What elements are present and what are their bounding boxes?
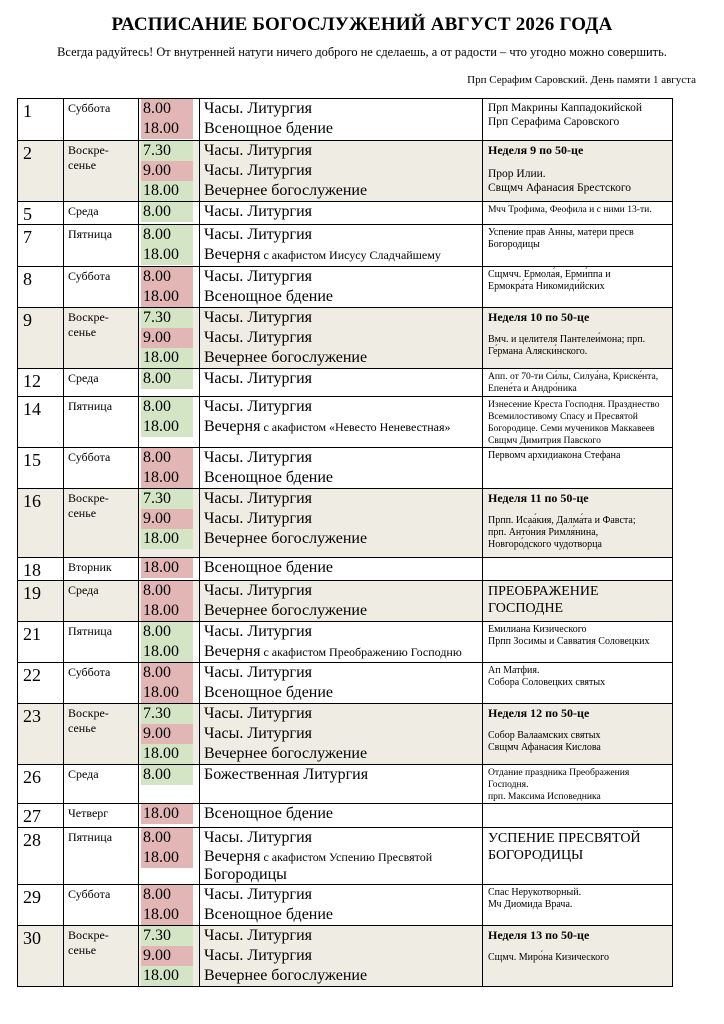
commemoration-text: Ге́рмана Аляски́нского. (488, 346, 588, 357)
service-name (204, 946, 482, 966)
times-cell (139, 581, 200, 622)
service-name (204, 663, 482, 683)
commemoration-text: Епене́та и Андро́ника (488, 383, 577, 394)
services-cell (200, 663, 483, 704)
commemoration-cell (483, 828, 673, 885)
commemoration-cell (483, 448, 673, 489)
commemoration-text: Успение прав Анны, матери пресв (488, 227, 634, 238)
times-cell (139, 663, 200, 704)
service-name (204, 245, 482, 265)
service-title: Часы. Литургия (204, 490, 313, 507)
commemoration-text: Неделя 11 по 50-це (488, 491, 589, 505)
day-number: 7 (18, 225, 64, 267)
commemoration-text: Неделя 12 по 50-це (488, 706, 590, 720)
commemoration-cell (483, 397, 673, 448)
times-cell (139, 804, 200, 828)
day-number: 23 (18, 704, 64, 765)
day-number: 8 (18, 267, 64, 308)
services-cell (200, 828, 483, 885)
service-title: Вечерня (204, 246, 261, 263)
commemoration-cell (483, 765, 673, 804)
service-title: Вечернее богослужение (204, 967, 368, 984)
commemoration-text: Первомч архидиакона Стефана (488, 450, 621, 461)
commemoration-text: УСПЕНИЕ ПРЕСВЯТОЙ (488, 831, 641, 846)
weekday: Пятница (64, 828, 139, 885)
service-title: Всенощное бдение (204, 805, 334, 822)
schedule-row (18, 622, 673, 663)
commemoration-text: Спас Нерукотворный. (488, 887, 582, 898)
day-number: 15 (18, 448, 64, 489)
service-time: 18.00 (141, 558, 193, 578)
services-cell (200, 99, 483, 141)
times-cell (139, 225, 200, 267)
commemoration-text: Отдание праздника Преображения Господня. (488, 767, 630, 790)
service-name (204, 509, 482, 529)
day-number: 22 (18, 663, 64, 704)
service-time: 8.00 (141, 885, 193, 905)
services-cell (200, 622, 483, 663)
weekday: Суббота (64, 885, 139, 926)
service-title: Вечернее богослужение (204, 745, 368, 762)
commemoration-cell (483, 369, 673, 397)
service-title: Часы. Литургия (204, 100, 313, 117)
times-cell (139, 397, 200, 448)
service-name (204, 141, 482, 161)
commemoration-cell (483, 581, 673, 622)
commemoration-text: прп. Анто́ния Римля́нина, (488, 527, 599, 538)
service-name (204, 926, 482, 946)
schedule-row (18, 141, 673, 202)
commemoration-text: Мчч Трофима, Феофила и с ними 13-ти. (488, 204, 652, 215)
day-number: 26 (18, 765, 64, 804)
service-name (204, 119, 482, 139)
commemoration-text: Сщмчч. Ермола́я, Ерми́ппа и (488, 269, 611, 280)
service-title: Часы. Литургия (204, 203, 313, 220)
commemoration-text: Прп Макрины Каппадокийской (488, 102, 643, 114)
day-number: 21 (18, 622, 64, 663)
service-name (204, 601, 482, 621)
weekday: Вторник (64, 558, 139, 581)
times-cell (139, 558, 200, 581)
day-number: 2 (18, 141, 64, 202)
commemoration-cell (483, 804, 673, 828)
service-name (204, 683, 482, 703)
commemoration-text: Вмч. и целителя Пантелеи́мона; прп. (488, 334, 646, 345)
service-time: 18.00 (141, 468, 193, 488)
services-cell (200, 926, 483, 987)
weekday: Среда (64, 765, 139, 804)
commemoration-text: Богородицы (488, 239, 540, 250)
services-cell (200, 225, 483, 267)
schedule-row (18, 267, 673, 308)
commemoration-text: Свщмч Димитрия Павского (488, 435, 601, 446)
times-cell (139, 489, 200, 558)
service-name (204, 369, 482, 389)
service-name (204, 724, 482, 744)
service-name (204, 905, 482, 925)
weekday: Пятница (64, 225, 139, 267)
commemoration-cell (483, 704, 673, 765)
service-time: 8.00 (141, 397, 193, 417)
service-time: 18.00 (141, 417, 193, 437)
weekday: Среда (64, 369, 139, 397)
service-time: 18.00 (141, 245, 193, 265)
service-title: Часы. Литургия (204, 927, 313, 944)
service-name (204, 99, 482, 119)
commemoration-text: Собор Валаамских святых (488, 730, 601, 741)
schedule-row (18, 99, 673, 141)
services-cell (200, 308, 483, 369)
schedule-row (18, 828, 673, 885)
service-name (204, 744, 482, 764)
service-time: 18.00 (141, 601, 193, 621)
service-name (204, 267, 482, 287)
commemoration-text: Прпп Зосимы и Савватия Соловецких (488, 636, 650, 647)
note-spacer (488, 505, 669, 515)
commemoration-text: ПРЕОБРАЖЕНИЕ (488, 584, 599, 599)
commemoration-text: Прор Илии. (488, 168, 546, 180)
service-title: Всенощное бдение (204, 559, 334, 576)
commemoration-cell (483, 885, 673, 926)
weekday: Суббота (64, 448, 139, 489)
page-title: РАСПИСАНИЕ БОГОСЛУЖЕНИЙ АВГУСТ 2026 ГОДА (111, 14, 613, 35)
service-time: 9.00 (141, 161, 193, 181)
service-title: Часы. Литургия (204, 370, 313, 387)
service-time: 9.00 (141, 724, 193, 744)
service-name (204, 287, 482, 307)
schedule-table (17, 98, 673, 987)
service-time: 8.00 (141, 448, 193, 468)
service-title: Божественная Литургия (204, 766, 369, 783)
weekday: Суббота (64, 99, 139, 141)
service-title: Всенощное бдение (204, 288, 334, 305)
service-name (204, 328, 482, 348)
services-cell (200, 765, 483, 804)
service-time: 18.00 (141, 348, 193, 368)
service-title: Часы. Литургия (204, 226, 313, 243)
service-time: 8.00 (141, 99, 193, 119)
commemoration-text: Апп. от 70-ти Си́лы, Силуа́на, Криске́нта, (488, 371, 659, 382)
services-cell (200, 202, 483, 225)
service-detail: с акафистом Иисусу Сладчайшему (260, 248, 441, 262)
day-number: 28 (18, 828, 64, 885)
commemoration-text: Неделя 13 по 50-це (488, 928, 590, 942)
service-time: 18.00 (141, 287, 193, 307)
service-time: 18.00 (141, 966, 193, 986)
service-time: 7.30 (141, 926, 193, 946)
weekday: Воскре- сенье (64, 141, 139, 202)
service-time: 8.00 (141, 581, 193, 601)
service-time: 8.00 (141, 369, 193, 389)
service-name (204, 558, 482, 578)
schedule-row (18, 202, 673, 225)
commemoration-text: Свщмч Афанасия Кислова (488, 742, 601, 753)
commemoration-text: Неделя 9 по 50-це (488, 143, 584, 157)
service-time: 8.00 (141, 828, 193, 848)
service-time: 7.30 (141, 141, 193, 161)
epigraph-quote: Всегда радуйтесь! От внутренней натуги ничего доброго не сделаешь, а от радости – что угодно можно совершить. (57, 45, 667, 59)
service-name (204, 348, 482, 368)
commemoration-text: Всемилостивому Спасу и Пресвятой (488, 411, 638, 422)
service-time: 18.00 (141, 181, 193, 201)
services-cell (200, 397, 483, 448)
service-title: Вечерня (204, 418, 261, 435)
services-cell (200, 581, 483, 622)
commemoration-cell (483, 202, 673, 225)
note-spacer (488, 720, 669, 730)
commemoration-cell (483, 141, 673, 202)
times-cell (139, 99, 200, 141)
service-title: Часы. Литургия (204, 664, 313, 681)
commemoration-text: Богородице. Семи мучеников Маккавеев (488, 423, 655, 434)
service-name (204, 202, 482, 222)
services-cell (200, 489, 483, 558)
weekday: Воскре- сенье (64, 489, 139, 558)
day-number: 14 (18, 397, 64, 448)
commemoration-cell (483, 267, 673, 308)
commemoration-text: ГОСПОДНЕ (488, 601, 564, 616)
service-time: 7.30 (141, 704, 193, 724)
service-name (204, 417, 482, 437)
commemoration-cell (483, 489, 673, 558)
times-cell (139, 141, 200, 202)
services-cell (200, 885, 483, 926)
commemoration-text: Новгоро́дского чудотворца (488, 539, 602, 550)
service-detail: с акафистом Успению Пресвятой (260, 850, 433, 864)
service-title: Часы. Литургия (204, 623, 313, 640)
weekday: Пятница (64, 397, 139, 448)
service-title: Вечерня (204, 643, 261, 660)
weekday: Среда (64, 581, 139, 622)
service-name (204, 704, 482, 724)
services-cell (200, 267, 483, 308)
times-cell (139, 704, 200, 765)
day-number: 5 (18, 202, 64, 225)
services-cell (200, 804, 483, 828)
commemoration-text: Свщмч Афанасия Брестского (488, 182, 632, 194)
service-title: Вечернее богослужение (204, 602, 368, 619)
day-number: 18 (18, 558, 64, 581)
service-name (204, 885, 482, 905)
service-title: Часы. Литургия (204, 582, 313, 599)
service-title: Всенощное бдение (204, 469, 334, 486)
service-time: 7.30 (141, 308, 193, 328)
times-cell (139, 308, 200, 369)
service-time: 18.00 (141, 683, 193, 703)
commemoration-cell (483, 99, 673, 141)
service-time: 18.00 (141, 744, 193, 764)
weekday: Воскре- сенье (64, 926, 139, 987)
service-name (204, 397, 482, 417)
service-name (204, 468, 482, 488)
service-title: Часы. Литургия (204, 329, 313, 346)
commemoration-text: Прп Серафима Саровского (488, 116, 620, 128)
services-cell (200, 141, 483, 202)
day-number: 1 (18, 99, 64, 141)
services-cell (200, 704, 483, 765)
service-time: 9.00 (141, 946, 193, 966)
day-number: 9 (18, 308, 64, 369)
service-title: Часы. Литургия (204, 268, 313, 285)
times-cell (139, 828, 200, 885)
note-spacer (488, 324, 669, 334)
service-title: Вечернее богослужение (204, 530, 368, 547)
service-name (204, 225, 482, 245)
schedule-row (18, 926, 673, 987)
times-cell (139, 622, 200, 663)
schedule-row (18, 397, 673, 448)
service-name (204, 642, 482, 662)
weekday: Суббота (64, 267, 139, 308)
service-time: 8.00 (141, 267, 193, 287)
service-time: 9.00 (141, 328, 193, 348)
schedule-row (18, 704, 673, 765)
service-time: 18.00 (141, 848, 193, 868)
service-name (204, 529, 482, 549)
commemoration-text: БОГОРОДИЦЫ (488, 848, 584, 863)
commemoration-text: Неделя 10 по 50-це (488, 310, 590, 324)
day-number: 30 (18, 926, 64, 987)
service-time: 7.30 (141, 489, 193, 509)
schedule-row (18, 581, 673, 622)
service-name (204, 181, 482, 201)
times-cell (139, 885, 200, 926)
schedule-row (18, 558, 673, 581)
service-time: 8.00 (141, 622, 193, 642)
service-detail: с акафистом «Невесто Неневестная» (260, 420, 451, 434)
commemoration-text: Мч Диомида Врача. (488, 899, 573, 910)
service-time: 8.00 (141, 663, 193, 683)
service-name (204, 804, 482, 824)
schedule-row (18, 308, 673, 369)
services-cell (200, 448, 483, 489)
service-name (204, 489, 482, 509)
service-name (204, 765, 482, 785)
service-title: Вечернее богослужение (204, 349, 368, 366)
commemoration-cell (483, 926, 673, 987)
service-time: 8.00 (141, 765, 193, 785)
commemoration-text: Ап Матфия. (488, 665, 540, 676)
times-cell (139, 267, 200, 308)
day-number: 16 (18, 489, 64, 558)
note-spacer (488, 157, 669, 167)
weekday: Воскре- сенье (64, 704, 139, 765)
weekday: Среда (64, 202, 139, 225)
service-title: Часы. Литургия (204, 510, 313, 527)
commemoration-cell (483, 308, 673, 369)
schedule-row (18, 663, 673, 704)
service-title: Часы. Литургия (204, 725, 313, 742)
schedule-row (18, 489, 673, 558)
weekday: Четверг (64, 804, 139, 828)
service-title: Часы. Литургия (204, 309, 313, 326)
service-title: Всенощное бдение (204, 906, 334, 923)
commemoration-text: Собора Соловецких святых (488, 677, 606, 688)
day-number: 19 (18, 581, 64, 622)
service-title: Вечернее богослужение (204, 182, 368, 199)
service-name (204, 848, 482, 883)
schedule-row (18, 804, 673, 828)
commemoration-cell (483, 225, 673, 267)
commemoration-text: Емилиана Кизического (488, 624, 587, 635)
service-title: Всенощное бдение (204, 684, 334, 701)
schedule-row (18, 765, 673, 804)
commemoration-text: прп. Максима Исповедника (488, 791, 601, 802)
service-name (204, 828, 482, 848)
day-number: 29 (18, 885, 64, 926)
service-time: 9.00 (141, 509, 193, 529)
service-title: Часы. Литургия (204, 449, 313, 466)
service-title: Часы. Литургия (204, 398, 313, 415)
service-name (204, 448, 482, 468)
service-title: Часы. Литургия (204, 142, 313, 159)
service-time: 18.00 (141, 529, 193, 549)
schedule-row (18, 225, 673, 267)
service-title: Часы. Литургия (204, 947, 313, 964)
service-name (204, 161, 482, 181)
service-time: 18.00 (141, 905, 193, 925)
service-time: 18.00 (141, 804, 193, 824)
commemoration-cell (483, 622, 673, 663)
service-time: 8.00 (141, 202, 193, 222)
service-title: Вечерня (204, 848, 261, 865)
service-name (204, 622, 482, 642)
service-name (204, 308, 482, 328)
service-detail-wrap: Богородицы (204, 866, 287, 883)
commemoration-text: Сщмч. Миро́на Кизического (488, 952, 609, 963)
services-cell (200, 369, 483, 397)
note-spacer (488, 942, 669, 952)
times-cell (139, 765, 200, 804)
weekday: Воскре- сенье (64, 308, 139, 369)
epigraph-author: Прп Серафим Саровский. День памяти 1 августа (467, 74, 696, 86)
service-name (204, 966, 482, 986)
service-name (204, 581, 482, 601)
schedule-body (18, 99, 673, 987)
day-number: 27 (18, 804, 64, 828)
service-title: Всенощное бдение (204, 120, 334, 137)
commemoration-text: Прпп. Исаа́кия, Далма́та и Фавста; (488, 515, 636, 526)
commemoration-cell (483, 558, 673, 581)
day-number: 12 (18, 369, 64, 397)
times-cell (139, 448, 200, 489)
service-title: Часы. Литургия (204, 162, 313, 179)
times-cell (139, 369, 200, 397)
commemoration-cell (483, 663, 673, 704)
weekday: Пятница (64, 622, 139, 663)
commemoration-text: Ермокра́та Никомиди́йских (488, 281, 605, 292)
schedule-row (18, 885, 673, 926)
weekday: Суббота (64, 663, 139, 704)
service-time: 18.00 (141, 119, 193, 139)
service-time: 8.00 (141, 225, 193, 245)
service-title: Часы. Литургия (204, 886, 313, 903)
service-title: Часы. Литургия (204, 829, 313, 846)
times-cell (139, 202, 200, 225)
services-cell (200, 558, 483, 581)
commemoration-text: Изнесение Креста Господня. Празднество (488, 399, 660, 410)
schedule-row (18, 448, 673, 489)
service-time: 18.00 (141, 642, 193, 662)
schedule-row (18, 369, 673, 397)
service-title: Часы. Литургия (204, 705, 313, 722)
service-detail: с акафистом Преображению Господню (260, 645, 462, 659)
times-cell (139, 926, 200, 987)
